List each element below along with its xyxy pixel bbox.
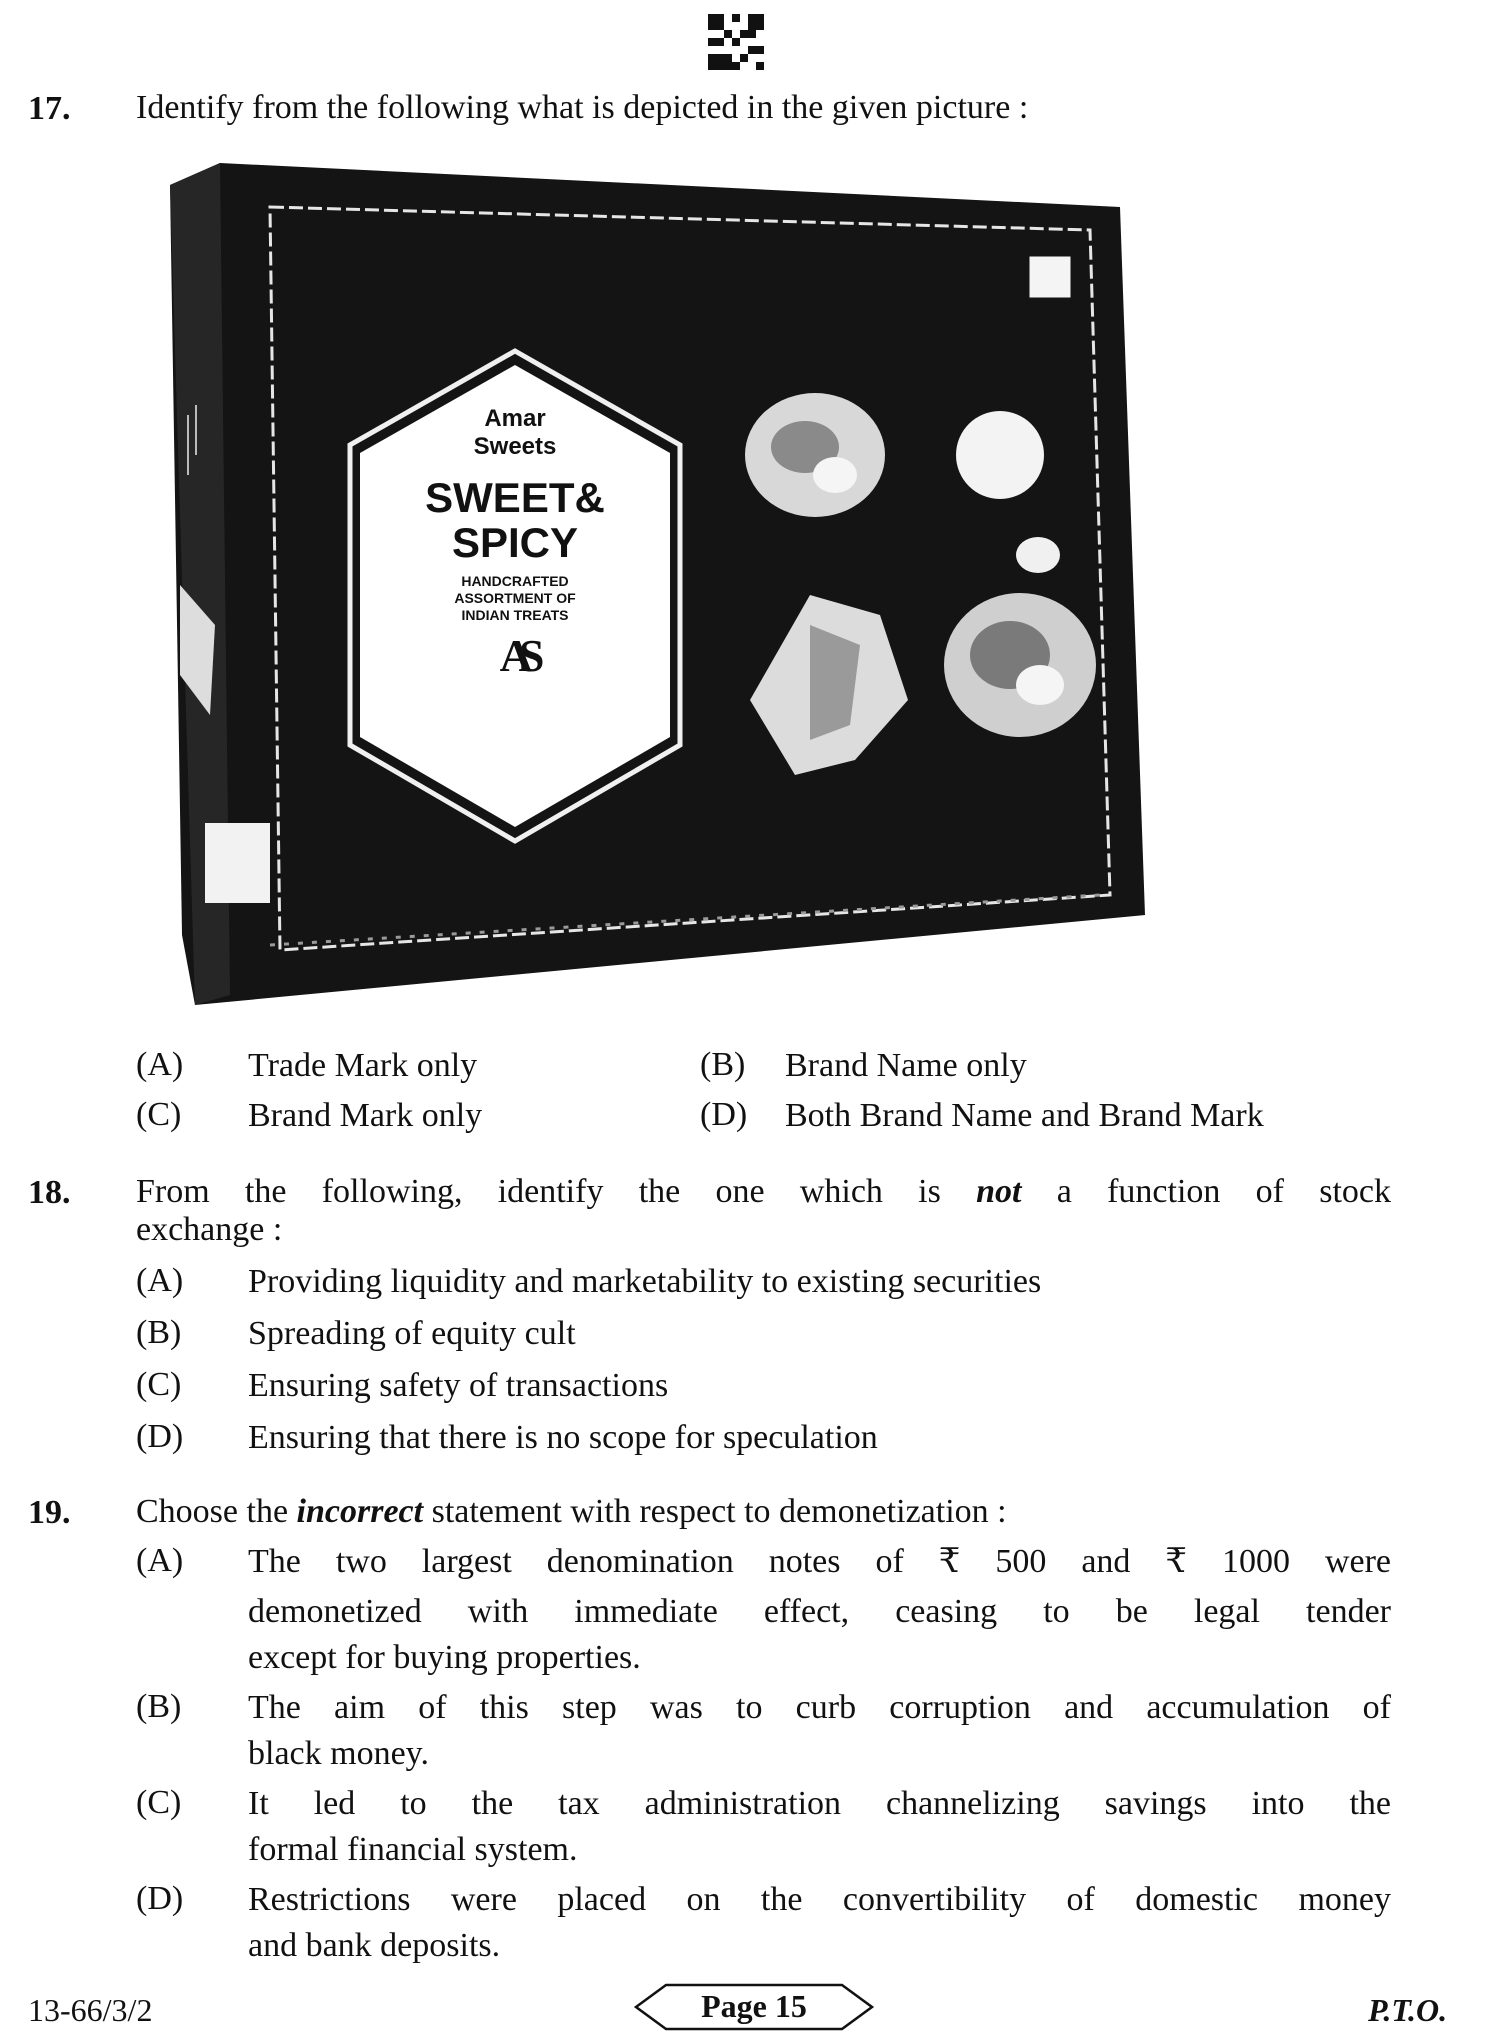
question-text-part: From the following, identify the one which is bbox=[136, 1173, 941, 1210]
question-emphasis: not bbox=[976, 1173, 1022, 1210]
product-title-line2: SPICY bbox=[451, 519, 579, 566]
option-letter: (C) bbox=[136, 1784, 182, 1821]
option-text: The aim of this step was to curb corruption and accumulation of bbox=[248, 1689, 1391, 1726]
option-text: The two largest denomination notes of ₹ 500 and ₹ 1000 were bbox=[248, 1543, 1391, 1580]
question-number: 19. bbox=[28, 1494, 71, 1531]
question-emphasis: incorrect bbox=[296, 1493, 424, 1530]
hexagon-brand-label bbox=[360, 405, 670, 684]
product-subtitle-line2: ASSORTMENT OF bbox=[454, 590, 576, 606]
question-text-part: Choose the bbox=[136, 1493, 289, 1530]
option-letter: (C) bbox=[136, 1096, 182, 1133]
option-text: Brand Mark only bbox=[248, 1097, 483, 1134]
option-text: Brand Name only bbox=[785, 1047, 1027, 1084]
option-letter: (D) bbox=[136, 1880, 184, 1917]
product-title-line1: SWEET& bbox=[425, 474, 605, 521]
option-text: and bank deposits. bbox=[248, 1927, 501, 1964]
question-text-continued: exchange : bbox=[136, 1211, 283, 1248]
option-letter: (A) bbox=[136, 1046, 184, 1083]
brand-name-line1: Amar bbox=[484, 405, 546, 432]
option-text: Trade Mark only bbox=[248, 1047, 478, 1084]
question-text-part: a function of stock bbox=[1056, 1173, 1392, 1210]
option-text: except for buying properties. bbox=[248, 1639, 641, 1676]
question-text: Identify from the following what is depicted in the given picture : bbox=[136, 89, 1029, 126]
option-text: formal financial system. bbox=[248, 1831, 578, 1868]
question-number: 17. bbox=[28, 90, 71, 127]
option-text: Both Brand Name and Brand Mark bbox=[785, 1097, 1264, 1134]
option-letter: (B) bbox=[700, 1046, 746, 1083]
option-text: Ensuring that there is no scope for speculation bbox=[248, 1419, 878, 1456]
option-letter: (B) bbox=[136, 1688, 182, 1725]
qr-code-icon bbox=[708, 14, 764, 70]
option-text: Spreading of equity cult bbox=[248, 1315, 576, 1352]
option-letter: (D) bbox=[700, 1096, 748, 1133]
page-number-badge bbox=[634, 1982, 874, 2032]
option-letter: (B) bbox=[136, 1314, 182, 1351]
product-subtitle-line3: INDIAN TREATS bbox=[461, 607, 569, 623]
product-subtitle-line1: HANDCRAFTED bbox=[461, 573, 569, 589]
question-number: 18. bbox=[28, 1174, 71, 1211]
question-text-part: statement with respect to demonetization : bbox=[431, 1493, 1007, 1530]
option-letter: (C) bbox=[136, 1366, 182, 1403]
pto-label: P.T.O. bbox=[1368, 1992, 1448, 2028]
option-text: Restrictions were placed on the convertibility of domestic money bbox=[248, 1881, 1391, 1918]
option-text: black money. bbox=[248, 1735, 429, 1772]
question-text bbox=[136, 1492, 1007, 1532]
option-text: demonetized with immediate effect, ceasing to be legal tender bbox=[248, 1593, 1391, 1630]
option-text: Providing liquidity and marketability to existing securities bbox=[248, 1263, 1042, 1300]
brand-name-line2: Sweets bbox=[473, 433, 557, 460]
option-letter: (D) bbox=[136, 1418, 184, 1455]
paper-code: 13-66/3/2 bbox=[28, 1992, 153, 2028]
page-number: Page 15 bbox=[701, 1988, 807, 2024]
option-letter: (A) bbox=[136, 1542, 184, 1579]
question-text bbox=[136, 1172, 1391, 1212]
option-text: Ensuring safety of transactions bbox=[248, 1367, 669, 1404]
option-text: It led to the tax administration channelizing savings into the bbox=[248, 1785, 1391, 1822]
option-letter: (A) bbox=[136, 1262, 184, 1299]
brand-mark-logo: AS bbox=[499, 630, 531, 681]
